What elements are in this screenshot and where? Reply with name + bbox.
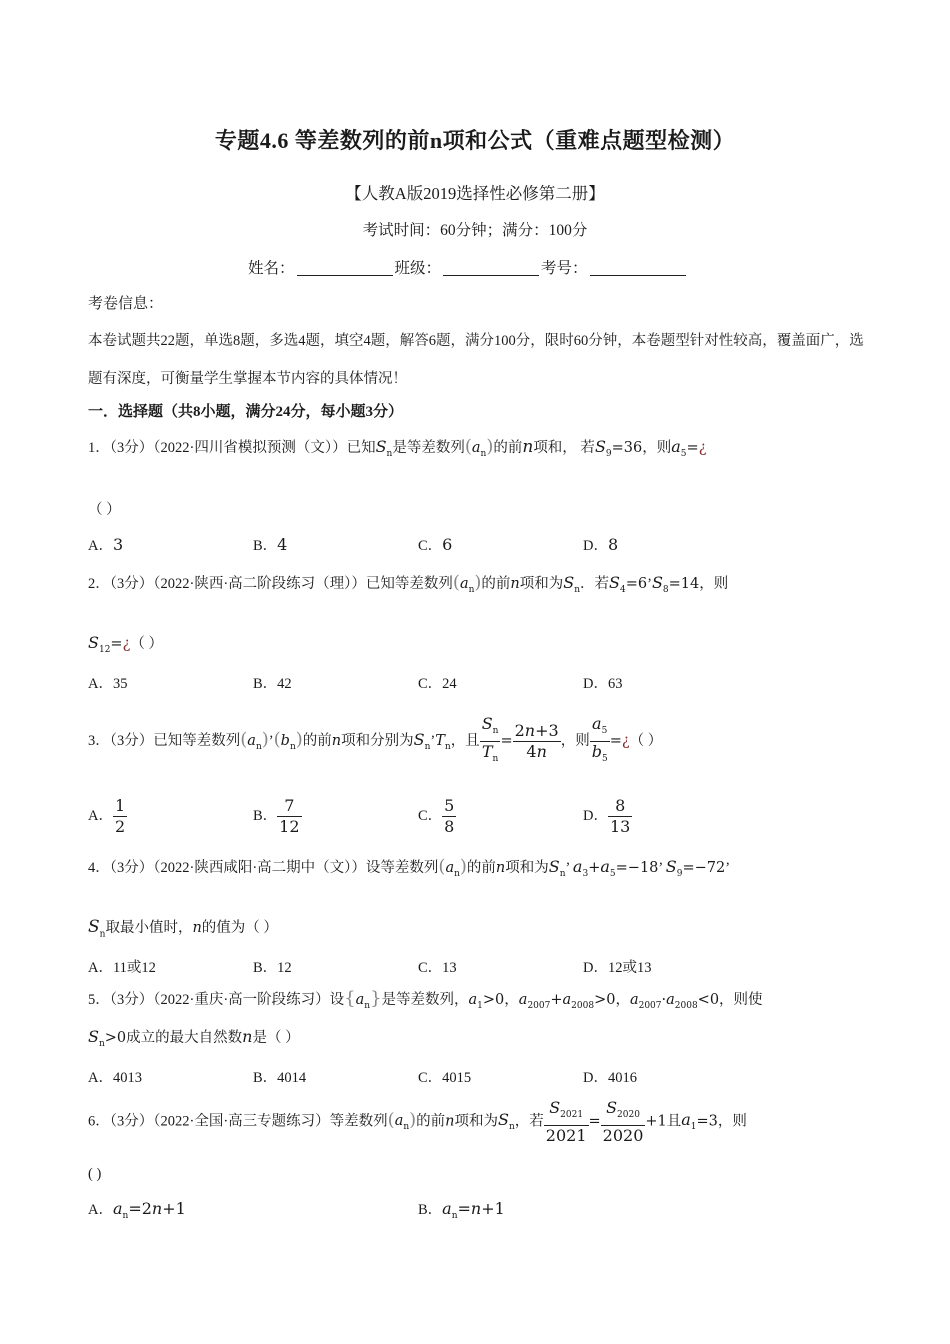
q6-text: 的前	[416, 1113, 446, 1130]
q2-text: ，则	[699, 576, 729, 592]
q5-option-b[interactable]: B．4014	[253, 1070, 307, 1086]
page-title: 专题4.6 等差数列的前n项和公式（重难点题型检测）	[214, 128, 736, 153]
q3-stem: 3．（3分）已知等差数列	[88, 733, 241, 750]
q5-line2: $S_n>0$成立的最大自然数n是（ ）	[88, 1027, 300, 1050]
q3-option-d[interactable]: D． $\frac{8}{13}$	[583, 796, 631, 836]
q3-text: ，则	[560, 733, 590, 750]
q3-option-b[interactable]: B． $\frac{7}{12}$	[253, 796, 300, 836]
q3-text: ，且	[450, 733, 480, 750]
q5-text: 是等差数列，	[381, 992, 469, 1008]
q5-option-d[interactable]: D．4016	[583, 1070, 637, 1086]
q6-option-a[interactable]: A．$a_n=2n+1$	[88, 1199, 186, 1222]
q1-stem: 1．（3分）（2022·四川省模拟预测（文））已知	[88, 440, 376, 456]
question-5: 5．（3分）（2022·重庆·高一阶段练习）设$\{a_n\}$是等差数列，$a_1>0$，$a_{2007}+a_{2008}>0$，$a_{2007}\cdot a_{2008}<0$，则使	[88, 988, 763, 1011]
q6-stem: 6．（3分）（2022·全国·高三专题练习）等差数列	[88, 1113, 388, 1130]
class-blank[interactable]	[443, 259, 539, 276]
q2-text: 项和为	[519, 576, 564, 592]
q1-text: 是等差数列	[392, 440, 465, 456]
q5-option-c[interactable]: C．4015	[418, 1070, 472, 1086]
q4-text: 项和为	[505, 860, 549, 876]
q3-option-a[interactable]: A． $\frac{1}{2}$	[88, 796, 126, 836]
q1-option-d[interactable]: D．8	[583, 535, 619, 554]
q2-text: ．若	[580, 576, 610, 592]
id-label: 考号：	[541, 260, 588, 277]
q4-option-b[interactable]: B．12	[253, 960, 292, 976]
q4-option-d[interactable]: D．12或13	[583, 960, 652, 976]
q6-text: ，若	[514, 1113, 544, 1130]
q6-text: 项和为	[454, 1113, 499, 1130]
q5-option-a[interactable]: A．4013	[88, 1070, 142, 1086]
q1-math: $S_n$	[375, 437, 393, 460]
q1-text: 的前	[493, 440, 523, 456]
q1-option-b[interactable]: B．4	[253, 535, 288, 554]
q2-stem: 2．（3分）（2022·陕西·高二阶段练习（理））已知等差数列	[88, 576, 453, 592]
q4-text: 的前	[466, 860, 496, 876]
question-1: 1．（3分）（2022·四川省模拟预测（文））已知$S_n$是等差数列$(a_n)$的前n项和， 若$S_9=36$，则$a_5=¿$	[88, 436, 707, 460]
q5-text: ，则使	[719, 992, 763, 1008]
name-blank[interactable]	[297, 259, 393, 276]
q6-text: ，则	[717, 1113, 747, 1130]
class-label: 班级：	[394, 260, 442, 277]
question-6: 6．（3分）（2022·全国·高三专题练习）等差数列$(a_n)$的前n项和为$S_n$，若 $\frac{S_{2021}}{2021}$ = $\frac{S_{2020}}{2020}$ +1且$a_1=3$，则	[88, 1098, 747, 1146]
q1-paren: （ ）	[88, 502, 121, 518]
section-title: 一．选择题（共8小题，满分24分，每小题3分）	[88, 404, 404, 420]
info-label: 考卷信息：	[88, 296, 164, 312]
q2-text: 的前	[481, 576, 511, 592]
q3-option-c[interactable]: C． $\frac{5}{8}$	[418, 796, 455, 836]
q3-text: 的前	[302, 733, 332, 750]
q1-option-a[interactable]: A．3	[88, 535, 124, 554]
id-blank[interactable]	[590, 259, 686, 276]
q2-option-d[interactable]: D．63	[583, 676, 623, 692]
q4-option-c[interactable]: C．13	[418, 960, 457, 976]
question-3: 3．（3分）已知等差数列$(a_n)’(b_n)$的前n项和分别为$S_n’T_n$，且 $\frac{S_n}{T_n}$ = $\frac{2n+3}{4n}$ ，则 $\frac{a_5}{b_5}$ =¿（ ）	[88, 714, 663, 765]
q6-text: 且	[666, 1113, 682, 1130]
student-fields	[248, 256, 688, 278]
question-4: 4．（3分）（2022·陕西咸阳·高二期中（文））设等差数列$(a_n)$的前n项和为$S_n$’ $a_3+a_5=-18$’ $S_9=-72$’	[88, 856, 731, 880]
name-label: 姓名：	[248, 260, 295, 277]
q2-option-c[interactable]: C．24	[418, 676, 457, 692]
q5-stem: 5．（3分）（2022·重庆·高一阶段练习）设	[88, 992, 345, 1008]
q6-option-b[interactable]: B．$a_n=n+1$	[418, 1199, 505, 1222]
q2-line2: $S_{12}=¿$（ ）	[88, 633, 163, 656]
q2-option-b[interactable]: B．42	[253, 676, 292, 692]
q6-paren: ( )	[88, 1166, 102, 1182]
q4-option-a[interactable]: A．11或12	[88, 960, 156, 976]
info-text: 本卷试题共22题，单选8题，多选4题，填空4题，解答6题，满分100分，限时60分钟，本卷题型针对性较高，覆盖面广，选题有深度，可衡量学生掌握本节内容的具体情况！	[88, 333, 864, 387]
q1-text: 项和， 若	[533, 440, 595, 456]
q3-text: 项和分别为	[341, 733, 414, 750]
q4-stem: 4．（3分）（2022·陕西咸阳·高二期中（文））设等差数列	[88, 860, 439, 876]
q1-option-c[interactable]: C．6	[418, 535, 453, 554]
q2-option-a[interactable]: A．35	[88, 676, 128, 692]
q4-line2: $S_n$取最小值时，n的值为（ ）	[88, 917, 278, 940]
exam-time-info: 考试时间：60分钟；满分：100分	[362, 222, 588, 239]
textbook-subtitle: 【人教A版2019选择性必修第二册】	[345, 184, 605, 203]
q1-text: ，则	[642, 440, 672, 456]
question-2: 2．（3分）（2022·陕西·高二阶段练习（理））已知等差数列$(a_n)$的前n项和为$S_n$．若$S_4=6’S_8=14$，则	[88, 572, 729, 596]
